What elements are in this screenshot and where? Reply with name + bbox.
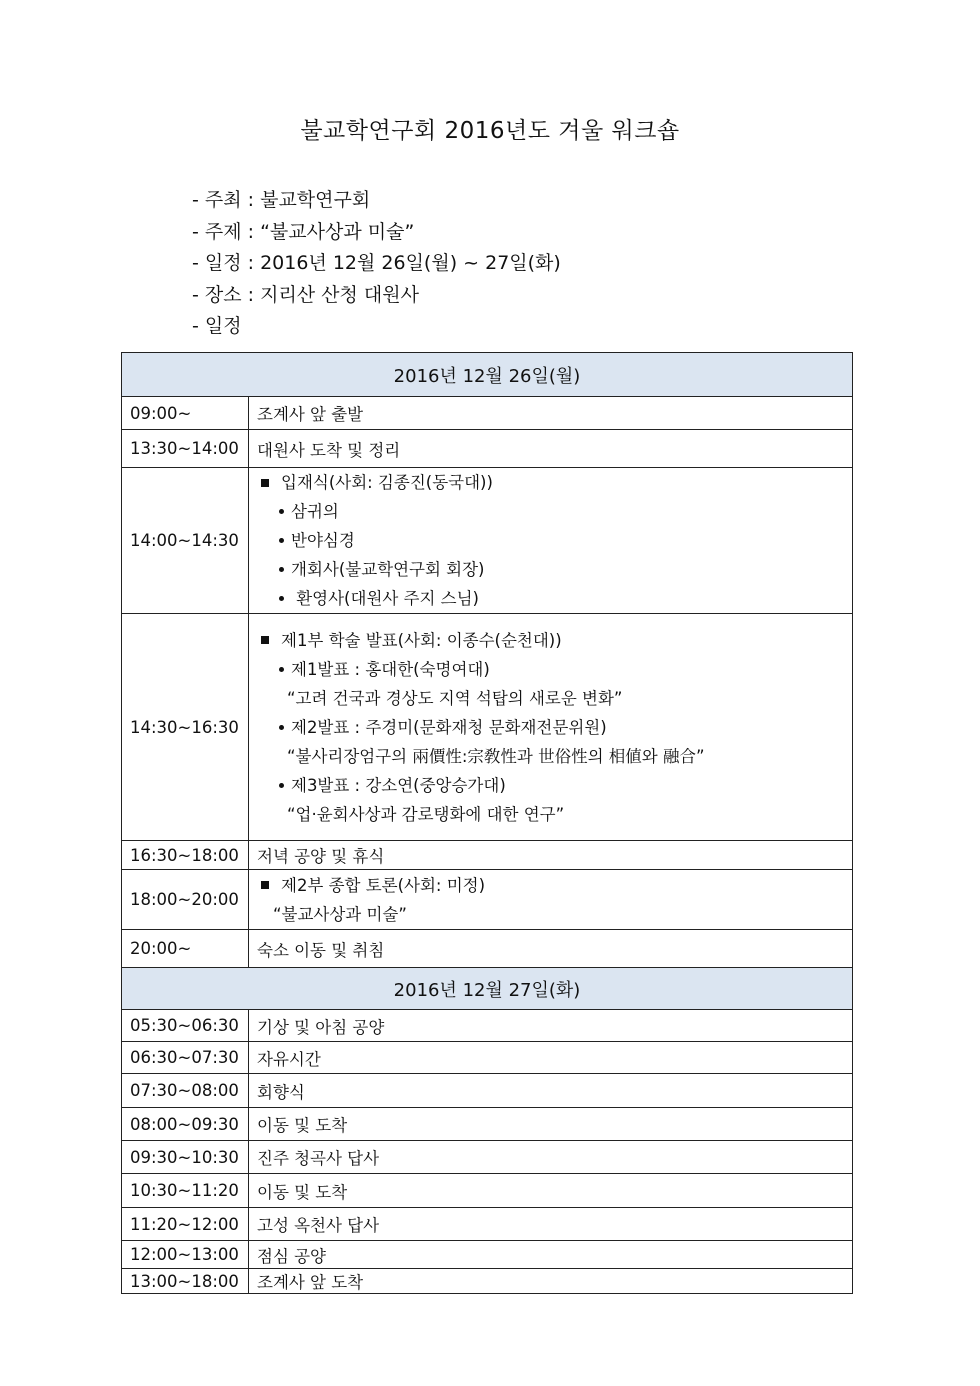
- section-heading: [257, 468, 844, 497]
- list-item: [257, 526, 844, 555]
- list-item-text: 개회사(불교학연구회 회장): [291, 560, 485, 579]
- table-row: [122, 1108, 853, 1141]
- schedule-table: [121, 352, 853, 1294]
- event-cell: 기상 및 아침 공양: [249, 1010, 853, 1042]
- time-cell: 10:30~11:20: [122, 1174, 249, 1208]
- event-cell: 회향식: [249, 1074, 853, 1108]
- square-bullet-icon: [261, 479, 269, 487]
- square-bullet-icon: [261, 881, 269, 889]
- event-cell: [249, 870, 853, 930]
- time-cell: 11:20~12:00: [122, 1208, 249, 1241]
- table-row: [122, 1241, 853, 1269]
- discussion-topic: “불교사상과 미술”: [273, 904, 407, 924]
- time-cell: 07:30~08:00: [122, 1074, 249, 1108]
- event-cell: 저녁 공양 및 휴식: [249, 841, 853, 870]
- list-item-text: 반야심경: [291, 531, 355, 550]
- presenter-text: 제2발표 : 주경미(문화재청 문화재전문위원): [291, 717, 607, 737]
- paper-title: “고려 건국과 경상도 지역 석탑의 새로운 변화”: [287, 688, 623, 708]
- dot-bullet-icon: [279, 567, 284, 572]
- table-row: [122, 930, 853, 968]
- time-cell: 14:00~14:30: [122, 468, 249, 614]
- workshop-info-list: [192, 185, 561, 343]
- time-cell: 20:00~: [122, 930, 249, 968]
- time-cell: 13:30~14:00: [122, 430, 249, 468]
- list-item: [257, 555, 844, 584]
- info-topic: - 주제 : “불교사상과 미술”: [192, 220, 415, 243]
- time-cell: 13:00~18:00: [122, 1269, 249, 1294]
- day1-header-row: [122, 353, 853, 397]
- day2-header: 2016년 12월 27일(화): [122, 968, 853, 1010]
- day1-header: 2016년 12월 26일(월): [122, 353, 853, 397]
- event-cell: 고성 옥천사 답사: [249, 1208, 853, 1241]
- time-cell: 08:00~09:30: [122, 1108, 249, 1141]
- time-cell: 14:30~16:30: [122, 614, 249, 841]
- table-row: [122, 1208, 853, 1241]
- table-row: [122, 430, 853, 468]
- event-cell: [249, 468, 853, 614]
- table-row: [122, 1269, 853, 1294]
- dot-bullet-icon: [279, 509, 284, 514]
- section-heading-text: 제2부 종합 토론(사회: 미정): [281, 875, 486, 895]
- event-cell: 자유시간: [249, 1042, 853, 1074]
- section-heading-text: 입재식(사회: 김종진(동국대)): [281, 473, 493, 492]
- table-row: [122, 1074, 853, 1108]
- list-item: [257, 655, 844, 684]
- list-item-text: 삼귀의: [291, 502, 339, 521]
- section-heading: [257, 871, 844, 900]
- info-dates: - 일정 : 2016년 12월 26일(월) ~ 27일(화): [192, 252, 561, 274]
- page-title: 불교학연구회 2016년도 겨울 워크숍: [300, 118, 680, 144]
- time-cell: 16:30~18:00: [122, 841, 249, 870]
- square-bullet-icon: [261, 636, 269, 644]
- event-cell: 조계사 앞 출발: [249, 397, 853, 430]
- list-item: [257, 584, 844, 613]
- time-cell: 18:00~20:00: [122, 870, 249, 930]
- list-item: [257, 497, 844, 526]
- table-row: [122, 870, 853, 930]
- table-row: [122, 841, 853, 870]
- dot-bullet-icon: [279, 725, 284, 730]
- event-cell: 대원사 도착 및 정리: [249, 430, 853, 468]
- paper-title: “불사리장엄구의 兩價性:宗敎性과 世俗性의 相値와 融合”: [287, 746, 705, 766]
- time-cell: 05:30~06:30: [122, 1010, 249, 1042]
- event-cell: 이동 및 도착: [249, 1174, 853, 1208]
- dot-bullet-icon: [279, 596, 284, 601]
- table-row: [122, 1042, 853, 1074]
- presenter-text: 제3발표 : 강소연(중앙승가대): [291, 775, 506, 795]
- time-cell: 06:30~07:30: [122, 1042, 249, 1074]
- dot-bullet-icon: [279, 783, 284, 788]
- info-host: - 주최 : 불교학연구회: [192, 189, 371, 211]
- event-cell: 숙소 이동 및 취침: [249, 930, 853, 968]
- table-row: [122, 1010, 853, 1042]
- list-item: [257, 713, 844, 742]
- dot-bullet-icon: [279, 538, 284, 543]
- info-venue: - 장소 : 지리산 산청 대원사: [192, 283, 419, 306]
- table-row: [122, 614, 853, 841]
- event-cell: 점심 공양: [249, 1241, 853, 1269]
- event-cell: 진주 청곡사 답사: [249, 1141, 853, 1174]
- event-cell: 이동 및 도착: [249, 1108, 853, 1141]
- time-cell: 12:00~13:00: [122, 1241, 249, 1269]
- paper-title: “업·윤회사상과 감로탱화에 대한 연구”: [287, 804, 565, 824]
- day2-header-row: [122, 968, 853, 1010]
- list-item-text: 환영사(대원사 주지 스님): [291, 589, 479, 608]
- event-cell: 조계사 앞 도착: [249, 1269, 853, 1294]
- info-schedule-label: - 일정: [192, 315, 242, 337]
- list-item: [257, 771, 844, 800]
- dot-bullet-icon: [279, 667, 284, 672]
- table-row: [122, 1141, 853, 1174]
- table-row: [122, 397, 853, 430]
- section-heading: [257, 626, 844, 655]
- table-row: [122, 468, 853, 614]
- time-cell: 09:00~: [122, 397, 249, 430]
- time-cell: 09:30~10:30: [122, 1141, 249, 1174]
- section-heading-text: 제1부 학술 발표(사회: 이종수(순천대)): [281, 630, 562, 650]
- event-cell: [249, 614, 853, 841]
- presenter-text: 제1발표 : 홍대한(숙명여대): [291, 659, 490, 679]
- table-row: [122, 1174, 853, 1208]
